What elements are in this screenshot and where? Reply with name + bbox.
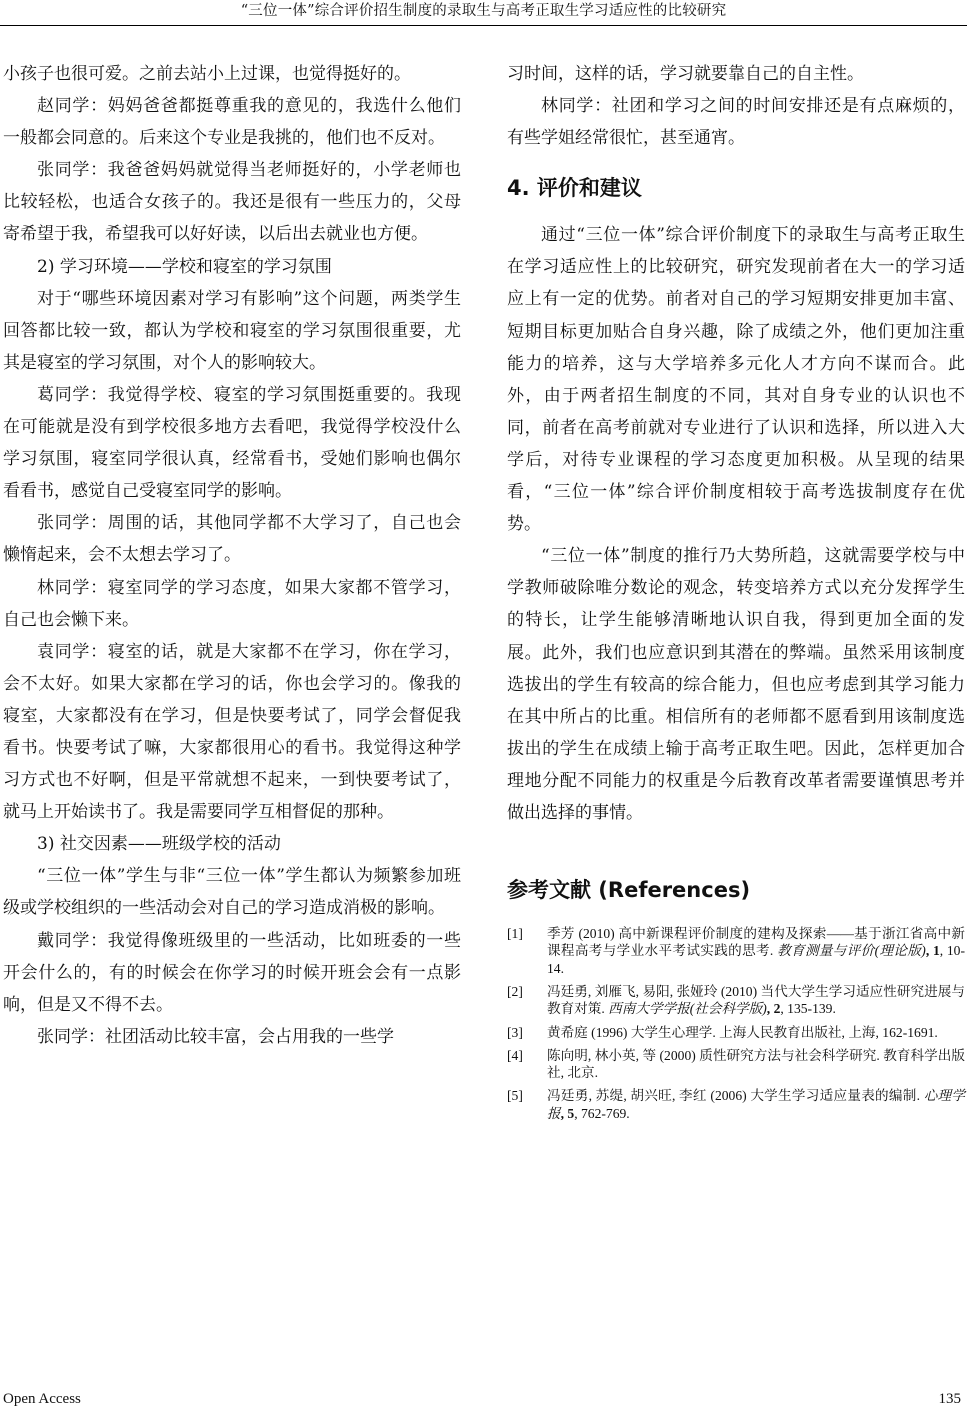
reference-item <box>507 1024 965 1041</box>
reference-text: 黄希庭 (1996) 大学生心理学. 上海人民教育出版社, 上海, 162-1691. <box>547 1024 938 1040</box>
paragraph: 对于“哪些环境因素对学习有影响”这个问题，两类学生回答都比较一致，都认为学校和寝室的学习氛围很重要，尤其是寝室的学习氛围，对个人的影响较大。 <box>3 288 461 373</box>
subsection-heading: 3) 社交因素——班级学校的活动 <box>37 834 281 855</box>
reference-item <box>507 925 965 977</box>
reference-item <box>507 1047 965 1082</box>
paragraph: 袁同学：寝室的话，就是大家都不在学习，你在学习，会不太好。如果大家都在学习的话，你也会学习的。像我的寝室，大家都没有在学习，但是快要考试了，同学会督促我看书。快要考试了嘛，大家都很用心的看书。我觉得这种学习方式也不好啊，但是平常就想不起来，一到快要考试了，就马上开始读书了。我是需要同学互相督促的那种。 <box>3 641 461 823</box>
paragraph: 通过“三位一体”综合评价制度下的录取生与高考正取生在学习适应性上的比较研究，研究发现前者在大一的学习适应上有一定的优势。前者对自己的学习短期安排更加丰富、短期目标更加贴合自身兴趣，除了成绩之外，他们更加注重能力的培养，这与大学培养多元化人才方向不谋而合。此外，由于两者招生制度的不同，其对自身专业的认识也不同，前者在高考前就对专业进行了认识和选择，所以进入大学后，对待专业课程的学习态度更加积极。从呈现的结果看，“三位一体”综合评价制度相较于高考选拔制度存在优势。 <box>507 225 965 535</box>
references-list <box>507 925 965 1122</box>
subsection-heading: 2) 学习环境——学校和寝室的学习氛围 <box>37 256 332 277</box>
paragraph: 赵同学：妈妈爸爸都挺尊重我的意见的，我选什么他们一般都会同意的。后来这个专业是我挑的，他们也不反对。 <box>3 96 461 149</box>
paragraph: 葛同学：我觉得学校、寝室的学习氛围挺重要的。我现在可能就是没有到学校很多地方去看吧，我觉得学校没什么学习氛围，寝室同学很认真，经常看书，受她们影响也偶尔看看书，感觉自己受寝室同学的影响。 <box>3 384 461 502</box>
paragraph: 张同学：社团活动比较丰富，会占用我的一些学 <box>37 1026 394 1047</box>
header-rule <box>0 25 967 26</box>
paragraph: 张同学：我爸爸妈妈就觉得当老师挺好的，小学老师也比较轻松，也适合女孩子的。我还是很有一些压力的，父母寄希望于我，希望我可以好好读，以后出去就业也方便。 <box>3 160 461 245</box>
reference-number: [1] <box>507 926 523 942</box>
paragraph: 小孩子也很可爱。之前去站小上过课，也觉得挺好的。 <box>3 64 411 84</box>
reference-text: 陈向明, 林小英, 等 (2000) 质性研究方法与社会科学研究. 教育科学出版社, 北京. <box>547 1047 965 1081</box>
reference-item <box>507 983 965 1018</box>
reference-number: [5] <box>507 1088 523 1104</box>
footer-publisher: Open Access <box>3 1391 81 1407</box>
reference-number: [3] <box>507 1024 523 1040</box>
paragraph: 林同学：社团和学习之间的时间安排还是有点麻烦的，有些学姐经常很忙，甚至通宵。 <box>507 96 965 149</box>
paragraph: 戴同学：我觉得像班级里的一些活动，比如班委的一些开会什么的，有的时候会在你学习的时候开班会会有一点影响，但是又不得不去。 <box>3 930 461 1015</box>
paragraph: 林同学：寝室同学的学习态度，如果大家都不管学习，自己也会懒下来。 <box>3 577 461 630</box>
running-header: “三位一体”综合评价招生制度的录取生与高考正取生学习适应性的比较研究 <box>240 3 727 19</box>
paragraph: 张同学：周围的话，其他同学都不大学习了，自己也会懒惰起来，会不太想去学习了。 <box>3 513 461 566</box>
left-column <box>3 58 461 1053</box>
right-column <box>507 58 965 1128</box>
reference-text: 季芳 (2010) 高中新课程评价制度的建构及探索——基于浙江省高中新课程高考与学业水平考试实践的思考. 教育测量与评价(理论版), 1, 10-14. <box>547 926 966 976</box>
section-heading: 4. 评价和建议 <box>507 176 642 201</box>
reference-number: [2] <box>507 983 523 999</box>
paragraph: “三位一体”制度的推行乃大势所趋，这就需要学校与中学教师破除唯分数论的观念，转变培养方式以充分发挥学生的特长，让学生能够清晰地认识自我，得到更加全面的发展。此外，我们也应意识到其潜在的弊端。虽然采用该制度选拔出的学生有较高的综合能力，但也应考虑到其学习能力在其中所占的比重。相信所有的老师都不愿看到用该制度选拔出的学生在成绩上输于高考正取生吧。因此，怎样更加合理地分配不同能力的权重是今后教育改革者需要谨慎思考并做出选择的事情。 <box>507 546 965 823</box>
page-number: 135 <box>938 1391 961 1407</box>
reference-number: [4] <box>507 1047 523 1063</box>
references-heading: 参考文献 (References) <box>507 878 751 903</box>
reference-text: 冯廷勇, 苏缇, 胡兴旺, 李红 (2006) 大学生学习适应量表的编制. 心理学报, 5, 762-769. <box>547 1088 965 1121</box>
reference-text: 冯廷勇, 刘雁飞, 易阳, 张娅玲 (2010) 当代大学生学习适应性研究进展与教育对策. 西南大学学报(社会科学版), 2, 135-139. <box>547 983 965 1017</box>
paragraph: 习时间，这样的话，学习就要靠自己的自主性。 <box>507 64 864 84</box>
paragraph: “三位一体”学生与非“三位一体”学生都认为频繁参加班级或学校组织的一些活动会对自己的学习造成消极的影响。 <box>3 866 461 919</box>
reference-item <box>507 1087 965 1122</box>
